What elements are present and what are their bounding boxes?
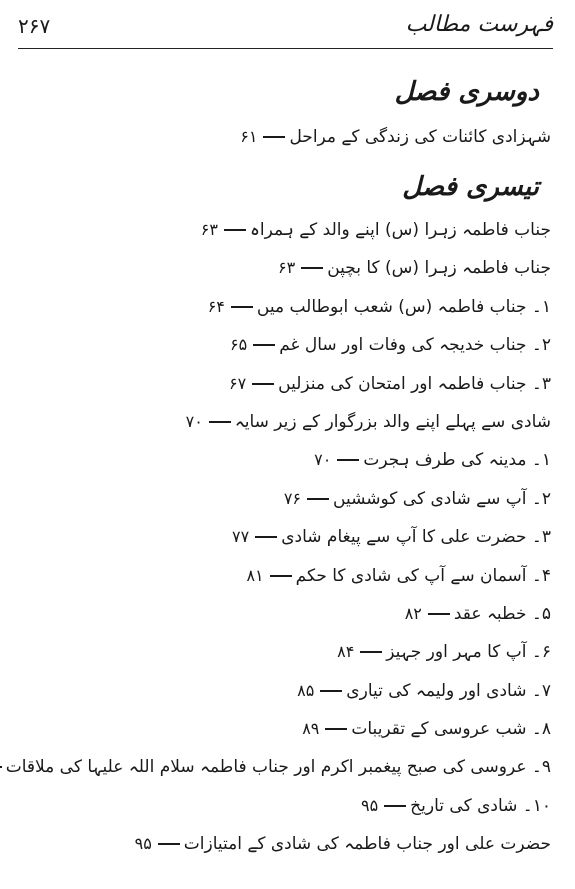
toc-entry bbox=[18, 222, 553, 239]
toc-entry bbox=[18, 529, 553, 546]
toc-entry bbox=[18, 488, 553, 509]
toc-entry bbox=[18, 836, 553, 853]
toc-entry-page: ۶۳ bbox=[278, 258, 296, 278]
toc-list-chapter-3 bbox=[5, 220, 553, 855]
toc-entry-page: ۶۵ bbox=[230, 335, 248, 355]
leader-dash bbox=[301, 267, 323, 269]
toc-entry-text: ۳۔ حضرت علی کا آپ سے پیغام شادی bbox=[281, 527, 551, 548]
page-number: ۲۶۷ bbox=[18, 14, 51, 38]
leader-dash bbox=[224, 229, 246, 231]
toc-entry-text: ۴۔ آسمان سے آپ کی شادی کا حکم bbox=[295, 565, 551, 586]
leader-dash bbox=[231, 306, 253, 308]
leader-dash bbox=[0, 766, 2, 768]
leader-dash bbox=[252, 383, 274, 385]
toc-entry-text: ۵۔ خطبہ عقد bbox=[453, 603, 551, 624]
leader-dash bbox=[337, 459, 359, 461]
toc-entry-text: شہزادی کائنات کی زندگی کے مراحل bbox=[289, 127, 551, 147]
toc-entry bbox=[18, 795, 553, 816]
leader-dash bbox=[320, 690, 342, 692]
toc-entry-text: ۲۔ آپ سے شادی کی کوششیں bbox=[333, 488, 551, 509]
toc-entry bbox=[18, 337, 553, 354]
leader-dash bbox=[384, 805, 406, 807]
section-heading-chapter-3: تیسری فصل bbox=[402, 172, 539, 202]
toc-entry-page: ۹۵ bbox=[134, 834, 152, 854]
toc-entry bbox=[18, 411, 553, 432]
toc-entry-page: ۷۰ bbox=[185, 411, 203, 431]
toc-entry-text: ۶۔ آپ کا مہر اور جہیز bbox=[386, 642, 551, 663]
toc-entry-text: جناب فاطمہ زہرا (س) اپنے والد کے ہمراہ bbox=[249, 220, 551, 240]
toc-entry-text: حضرت علی اور جناب فاطمہ کی شادی کے امتیازات bbox=[183, 834, 551, 855]
toc-entry-text: ۱۔ جناب فاطمہ (س) شعب ابوطالب میں bbox=[256, 296, 551, 317]
toc-entry-page: ۹۵ bbox=[360, 795, 379, 815]
toc-entry bbox=[18, 452, 553, 469]
toc-entry-page: ۸۱ bbox=[246, 565, 264, 585]
toc-entry-text: ۸۔ شب عروسی کے تقریبات bbox=[351, 719, 551, 740]
leader-dash bbox=[158, 843, 180, 845]
toc-entry bbox=[18, 296, 553, 317]
toc-entry bbox=[18, 260, 553, 277]
page-title: فہرست مطالب bbox=[405, 12, 553, 37]
leader-dash bbox=[307, 498, 329, 500]
toc-entry-page: ۸۲ bbox=[404, 603, 422, 623]
toc-entry bbox=[18, 721, 553, 738]
toc-entry-text: شادی سے پہلے اپنے والد بزرگوار کے زیر سایہ bbox=[234, 411, 551, 432]
leader-dash bbox=[428, 613, 450, 615]
toc-entry bbox=[18, 644, 553, 661]
toc-entry-page: ۶۱ bbox=[240, 127, 258, 146]
toc-entry-text: ۹۔ عروسی کی صبح پیغمبر اکرم اور جناب فاطمہ سلام اللہ علیہا کی ملاقات bbox=[5, 757, 551, 778]
toc-entry bbox=[18, 603, 553, 624]
toc-entry-page: ۷۶ bbox=[283, 488, 302, 508]
toc-entry-page: ۸۹ bbox=[302, 719, 320, 739]
leader-dash bbox=[270, 575, 292, 577]
toc-entry-page: ۸۵ bbox=[297, 680, 315, 700]
toc-entry-text: ۱۰۔ شادی کی تاریخ bbox=[410, 795, 551, 816]
toc-entry-page: ۷۰ bbox=[314, 450, 332, 470]
toc-entry bbox=[18, 129, 553, 146]
toc-entry-text: جناب فاطمہ زہرا (س) کا بچپن bbox=[327, 258, 551, 279]
toc-entry-text: ۲۔ جناب خدیجہ کی وفات اور سال غم bbox=[279, 335, 551, 356]
leader-dash bbox=[325, 728, 347, 730]
toc-entry bbox=[18, 680, 553, 701]
toc-entry-page: ۶۷ bbox=[228, 373, 247, 393]
toc-entry-page: ۶۴ bbox=[207, 296, 225, 316]
toc-entry bbox=[18, 565, 553, 586]
toc-entry-page: ۸۴ bbox=[337, 642, 355, 662]
toc-entry-text: ۷۔ شادی اور ولیمہ کی تیاری bbox=[346, 680, 551, 701]
leader-dash bbox=[255, 536, 277, 538]
leader-dash bbox=[360, 651, 382, 653]
toc-entry bbox=[5, 757, 553, 778]
toc-entry-page: ۶۳ bbox=[200, 220, 218, 239]
leader-dash bbox=[253, 344, 275, 346]
leader-dash bbox=[263, 136, 285, 138]
toc-entry-text: ۳۔ جناب فاطمہ اور امتحان کی منزلیں bbox=[278, 373, 551, 394]
toc-entry bbox=[18, 373, 553, 394]
toc-entry-text: ۱۔ مدینہ کی طرف ہجرت bbox=[363, 450, 551, 471]
leader-dash bbox=[209, 421, 231, 423]
toc-entry-page: ۷۷ bbox=[232, 527, 250, 547]
table-of-contents bbox=[5, 77, 553, 855]
section-heading-chapter-2: دوسری فصل bbox=[394, 77, 539, 107]
page-header bbox=[18, 0, 553, 49]
